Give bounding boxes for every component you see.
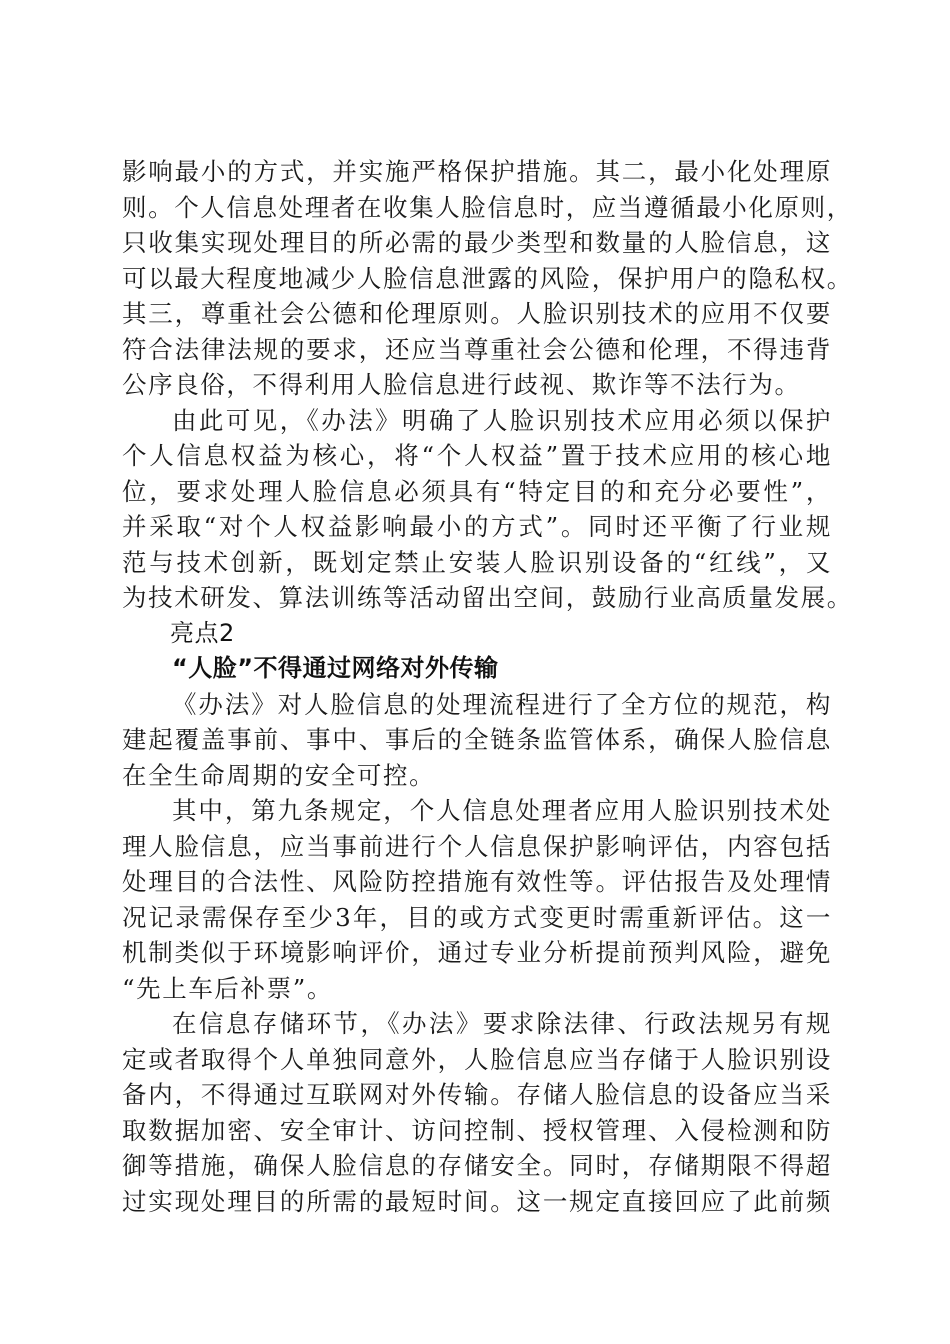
paragraph-1 [122,154,853,403]
text-line: 符合法律法规的要求，还应当尊重社会公德和伦理，不得违背 [122,334,832,364]
paragraph-5 [122,1006,832,1219]
text-line: 过实现处理目的所需的最短时间。这一规定直接回应了此前频 [122,1186,832,1216]
paragraph-4 [122,793,832,1006]
paragraph-3 [122,687,832,794]
paragraph-2 [122,403,853,616]
text-line: 《办法》对人脸信息的处理流程进行了全方位的规范，构 [172,689,832,719]
text-line: 取数据加密、安全审计、访问控制、授权管理、入侵检测和防 [122,1115,832,1145]
highlight-label: 亮点2 [170,618,235,647]
text-line: 定或者取得个人单独同意外，人脸信息应当存储于人脸识别设 [122,1044,832,1074]
text-line: 公序良俗，不得利用人脸信息进行歧视、欺诈等不法行为。 [122,370,801,399]
text-line: 只收集实现处理目的所必需的最少类型和数量的人脸信息，这 [122,228,832,257]
text-line: “先上车后补票”。 [122,973,333,1003]
text-line: 机制类似于环境影响评价，通过专业分析提前预判风险，避免 [122,938,832,967]
text-line: 可以最大程度地减少人脸信息泄露的风险，保护用户的隐私权。 [122,263,853,293]
text-line: 处理目的合法性、风险防控措施有效性等。评估报告及处理情 [122,867,832,896]
text-line: 并采取“对个人权益影响最小的方式”。同时还平衡了行业规 [122,512,832,541]
text-line: 则。个人信息处理者在收集人脸信息时，应当遵循最小化原则， [122,192,853,222]
text-line: 其中，第九条规定，个人信息处理者应用人脸识别技术处 [172,796,832,825]
text-line: 影响最小的方式，并实施严格保护措施。其二，最小化处理原 [122,157,832,186]
text-line: 位，要求处理人脸信息必须具有“特定目的和充分必要性”， [122,476,832,506]
text-line: 由此可见，《办法》明确了人脸识别技术应用必须以保护 [172,405,832,435]
section-heading: “人脸”不得通过网络对外传输 [172,654,499,682]
text-line: 其三，尊重社会公德和伦理原则。人脸识别技术的应用不仅要 [122,299,832,328]
document-body [122,154,853,1219]
text-line: 理人脸信息，应当事前进行个人信息保护影响评估，内容包括 [122,831,832,861]
text-line: 在全生命周期的安全可控。 [122,760,436,790]
text-line: 个人信息权益为核心，将“个人权益”置于技术应用的核心地 [122,441,832,470]
text-line: 建起覆盖事前、事中、事后的全链条监管体系，确保人脸信息 [122,725,832,754]
text-line: 况记录需保存至少3年，目的或方式变更时需重新评估。这一 [122,902,832,932]
text-line: 为技术研发、算法训练等活动留出空间，鼓励行业高质量发展。 [122,583,853,612]
text-line: 范与技术创新，既划定禁止安装人脸识别设备的“红线”，又 [122,547,832,577]
text-line: 备内，不得通过互联网对外传输。存储人脸信息的设备应当采 [122,1080,832,1109]
text-line: 御等措施，确保人脸信息的存储安全。同时，存储期限不得超 [122,1151,832,1180]
text-line: 在信息存储环节，《办法》要求除法律、行政法规另有规 [172,1009,832,1038]
